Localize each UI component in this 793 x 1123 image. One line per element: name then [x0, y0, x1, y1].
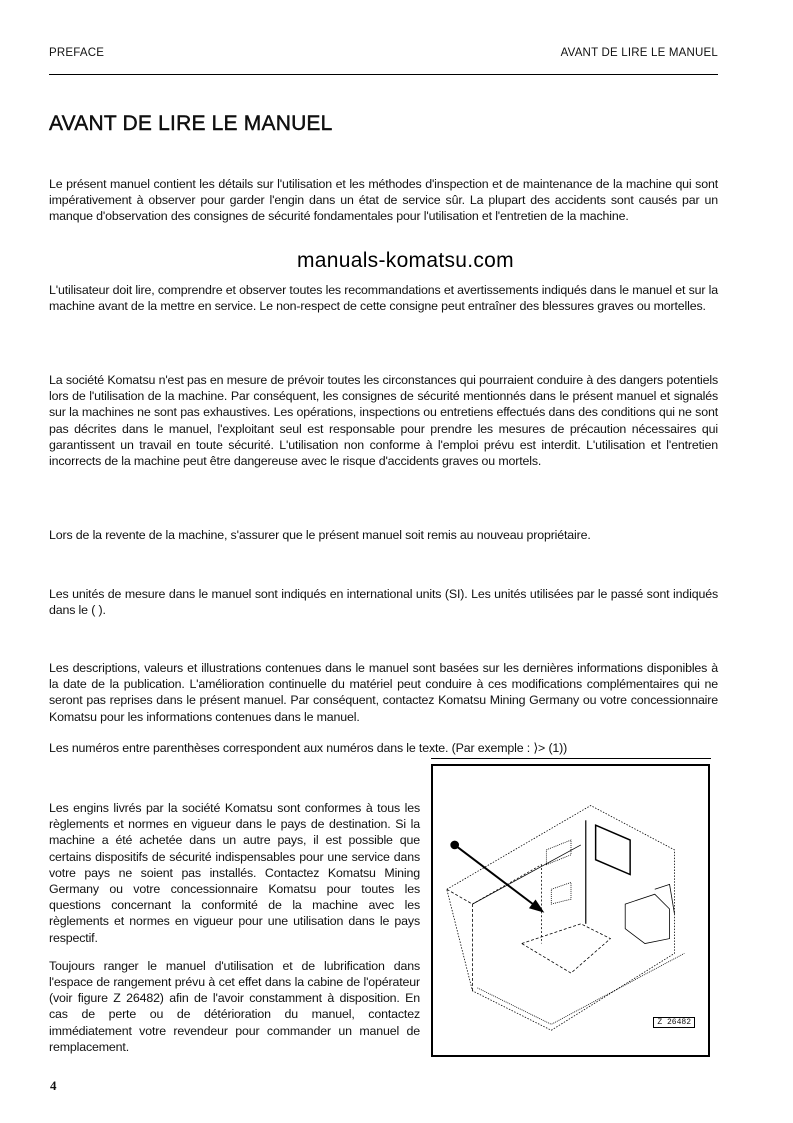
header-section-left: PREFACE — [49, 47, 105, 59]
operator-cabin-drawing — [433, 766, 708, 1055]
header-section-right: AVANT DE LIRE LE MANUEL — [560, 47, 718, 59]
page-number: 4 — [50, 1078, 57, 1093]
page-title: AVANT DE LIRE LE MANUEL — [49, 112, 333, 135]
paragraph-storage: Toujours ranger le manuel d'utilisation et de lubrification dans l'espace de rangement prévu à cet effet dans la cabine de l'opérateur (voir figure Z 26482) afin de l'avoir constamment à disposition. En cas de perte ou de détérioration du manuel, contactez immédiatement votre revendeur pour commander un manuel de remplacement. — [49, 958, 420, 1054]
cabin-illustration — [431, 764, 710, 1057]
header-divider — [49, 74, 718, 75]
left-column — [49, 800, 420, 1067]
paragraph-user-obligations: L'utilisateur doit lire, comprendre et observer toutes les recommandations et avertissements indiqués dans le manuel et sur la machine avant de la mettre en service. Le non-respect de cette consigne peut entraîner des blessures graves ou mortelles. — [49, 283, 718, 314]
divider — [431, 758, 711, 759]
paragraph-resale: Lors de la revente de la machine, s'assurer que le présent manuel soit remis au nouveau propriétaire. — [49, 528, 591, 542]
paragraph-komatsu-liability: La société Komatsu n'est pas en mesure de prévoir toutes les circonstances qui pourraient conduire à des dangers potentiels lors de l'utilisation de la machine. Par conséquent, les consignes de sécurité mentionnés dans le présent manuel et signalés sur la machines ne sont pas exhaustives. Les opérations, inspections ou entretiens effectués dans des conditions qui ne sont pas décrites dans le manuel, l'exploitant seul est responsable pour prendre les mesures de précaution nécessaires qui garantissent un travail en toute sécurité. L'utilisation non conforme à l'emploi prévu est interdit. L'utilisation et l'entretien incorrects de la machine peut être dangereuse avec le risque d'accidents graves ou mortels. — [49, 373, 718, 469]
figure-label: Z 26482 — [653, 1017, 695, 1028]
paragraph-intro: Le présent manuel contient les détails sur l'utilisation et les méthodes d'inspection et de maintenance de la machine qui sont impérativement à observer pour garder l'engin dans un état de service sûr. La plupart des accidents sont causés par un manque d'observation des consignes de sécurité fondamentales pour l'utilisation et l'entretien de la machine. — [49, 177, 718, 224]
paragraph-conformity: Les engins livrés par la société Komatsu sont conformes à tous les règlements et normes en vigueur dans le pays de destination. Si la machine a été achetée dans un autre pays, il est possible que certains dispositifs de sécurité indispensables pour une service dans votre pays ne soient pas installés. Contactez Komatsu Mining Germany ou votre concessionnaire Komatsu pour toutes les questions concernant la conformité de la machine avec les règlements et normes en vigueur pour une utilisation dans le pays respectif. — [49, 801, 420, 945]
paragraph-numbers: Les numéros entre parenthèses correspondent aux numéros dans le texte. (Par exemple : ⟩> (1)) — [49, 741, 568, 755]
watermark: manuals-komatsu.com — [297, 249, 514, 272]
paragraph-units: Les unités de mesure dans le manuel sont indiqués en international units (SI). Les unités utilisées par le passé sont indiqués dans le ( ). — [49, 587, 718, 618]
paragraph-descriptions: Les descriptions, valeurs et illustrations contenues dans le manuel sont basées sur les dernières informations disponibles à la date de la publication. L'amélioration continuelle du matériel peut conduire à ces modifications complémentaires qui ne seront pas reprises dans le présent manuel. Par conséquent, contactez Komatsu Mining Germany ou votre concessionnaire Komatsu pour les informations contenues dans le manuel. — [49, 661, 718, 724]
